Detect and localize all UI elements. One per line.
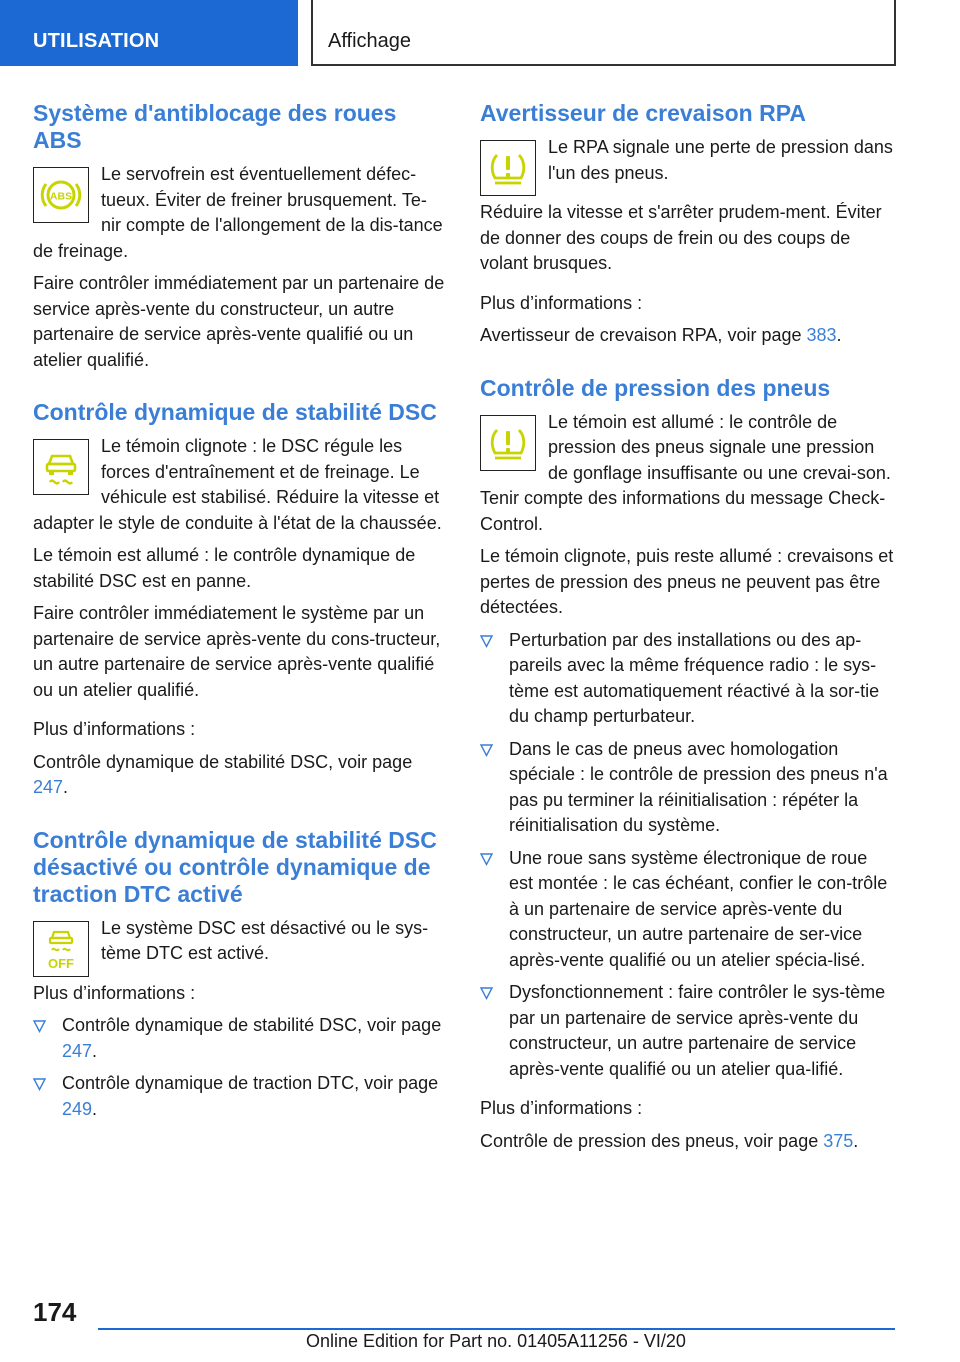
list-item: Une roue sans système électronique de roue est montée : le cas échéant, confier le con-trôle à un partenaire de service après-vente du constructeur, un autre partenaire de ser-vice après-vente qualifié ou un atelier spécia-lisé. [480,846,895,974]
dsc-text-1: Le témoin clignote : le DSC régule les forces d'entraînement et de freinage. Le véhicule est stabilisé. Réduire la vitesse et adapter le style de conduite à l'état de la chaussée. [33,436,442,533]
left-column [33,100,446,1129]
tpc-heading: Contrôle de pression des pneus [480,374,831,401]
rpa-text-2: Réduire la vitesse et s'arrêter prudem-ment. Éviter de donner des coups de frein ou des coups de volant brusques. [480,202,882,273]
bullet-triangle-icon [480,987,493,1000]
dsc-off-more-label: Plus d’informations : [33,982,196,1003]
dsc-heading: Contrôle dynamique de stabilité DSC [33,399,437,425]
edition-note: Online Edition for Part no. 01405A11256 - VI/20 [306,1331,686,1351]
dtc-page-link[interactable]: 249 [62,1098,93,1119]
list-item: Contrôle dynamique de traction DTC, voir page 249. [33,1071,446,1122]
list-item: Contrôle dynamique de stabilité DSC, voir page 247. [33,1013,446,1064]
section-rpa [480,100,895,349]
dsc-skid-icon [33,439,89,495]
dsc-text-2: Le témoin est allumé : le contrôle dynamique de stabilité DSC est en panne. [33,545,416,591]
bullet-triangle-icon [33,1020,46,1033]
tpc-text-1: Le témoin est allumé : le contrôle de pression des pneus signale une pression de gonflage insuffisante ou une crevai-son. Tenir compte des informations du message Check-Control. [480,411,891,534]
bullet-triangle-icon [480,853,493,866]
abs-text-1: Le servofrein est éventuellement défec-tueux. Éviter de freiner brusquement. Te-nir compte de l'allongement de la dis-tance de freinage. [33,164,443,261]
tire-pressure-warning-icon [480,415,536,471]
footer-divider [98,1328,895,1330]
rpa-more-label: Plus d’informations : [480,292,643,313]
dsc-text-3: Faire contrôler immédiatement le système par un partenaire de service après-vente du cons-tructeur, un autre partenaire de service après-vente qualifié ou un atelier qualifié. [33,603,441,700]
dsc-off-icon [33,921,89,977]
bullet-triangle-icon [480,635,493,648]
dsc-off-icon-text: OFF [48,955,74,971]
bullet-triangle-icon [33,1078,46,1091]
section-tab: UTILISATION [0,0,298,66]
tpc-page-link[interactable]: 375 [823,1130,854,1151]
abs-text-2: Faire contrôler immédiatement par un partenaire de service après-vente du constructeur, un autre partenaire de service après-vente qualifié ou un atelier qualifié. [33,273,445,370]
dsc-off-text-1: Le système DSC est désactivé ou le sys-tème DTC est activé. [101,917,429,963]
tpc-reference: Contrôle de pression des pneus, voir page 375. [480,1130,859,1151]
dsc-ref-end: . [63,777,69,797]
tire-pressure-warning-icon [480,140,536,196]
rpa-iconblock [480,135,895,200]
section-dsc [33,399,446,801]
section-abs [33,100,446,373]
tpc-iconblock [480,410,895,545]
dsc-iconblock [33,434,446,543]
page-number: 174 [33,1297,77,1327]
list-item: Perturbation par des installations ou des ap-pareils avec la même fréquence radio : le sys-tème est automatiquement réactivé à la sor-tie du champ perturbateur. [480,628,895,730]
rpa-text-1: Le RPA signale une perte de pression dans l'un des pneus. [548,137,893,183]
chapter-title: Affichage [311,0,896,66]
dsc-more-label: Plus d’informations : [33,719,196,739]
rpa-page-link[interactable]: 383 [806,325,837,345]
page-header [0,0,960,66]
svg-text:ABS: ABS [49,190,73,203]
dsc-off-iconblock [33,916,446,981]
tpc-more-label: Plus d’informations : [480,1098,643,1118]
abs-iconblock [33,162,446,271]
dsc-reference [33,750,446,801]
abs-heading: Système d'antiblocage des roues ABS [33,100,397,153]
dsc-page-link[interactable]: 247 [33,777,64,797]
right-column [480,100,895,1161]
rpa-heading: Avertisseur de crevaison RPA [480,100,806,126]
section-tire-pressure-control [480,375,895,1155]
tpc-text-2: Le témoin clignote, puis reste allumé : crevaisons et pertes de pression des pneus ne peuvent pas être détectées. [480,546,894,617]
dsc-page-link[interactable]: 247 [62,1040,93,1061]
list-item: Dans le cas de pneus avec homologation spéciale : le contrôle de pression des pneus n'a pas pu terminer la réinitialisation : répéter la réinitialisation du système. [480,737,895,839]
dsc-off-bullet-list [33,1013,446,1122]
list-item: Dysfonctionnement : faire contrôler le sys-tème par un partenaire de service après-vente du constructeur, un autre partenaire de service après-vente qualifié ou un atelier qua-lifié. [480,980,895,1082]
abs-warning-icon [33,167,89,223]
rpa-reference: Avertisseur de crevaison RPA, voir page 383. [480,325,842,345]
dsc-off-heading: Contrôle dynamique de stabilité DSC désactivé ou contrôle dynamique de traction DTC activé [33,826,437,907]
tpc-bullet-list [480,628,895,1083]
section-dsc-off [33,827,446,1123]
dsc-ref-text: Contrôle dynamique de stabilité DSC, voir page [33,751,413,772]
bullet-triangle-icon [480,744,493,757]
